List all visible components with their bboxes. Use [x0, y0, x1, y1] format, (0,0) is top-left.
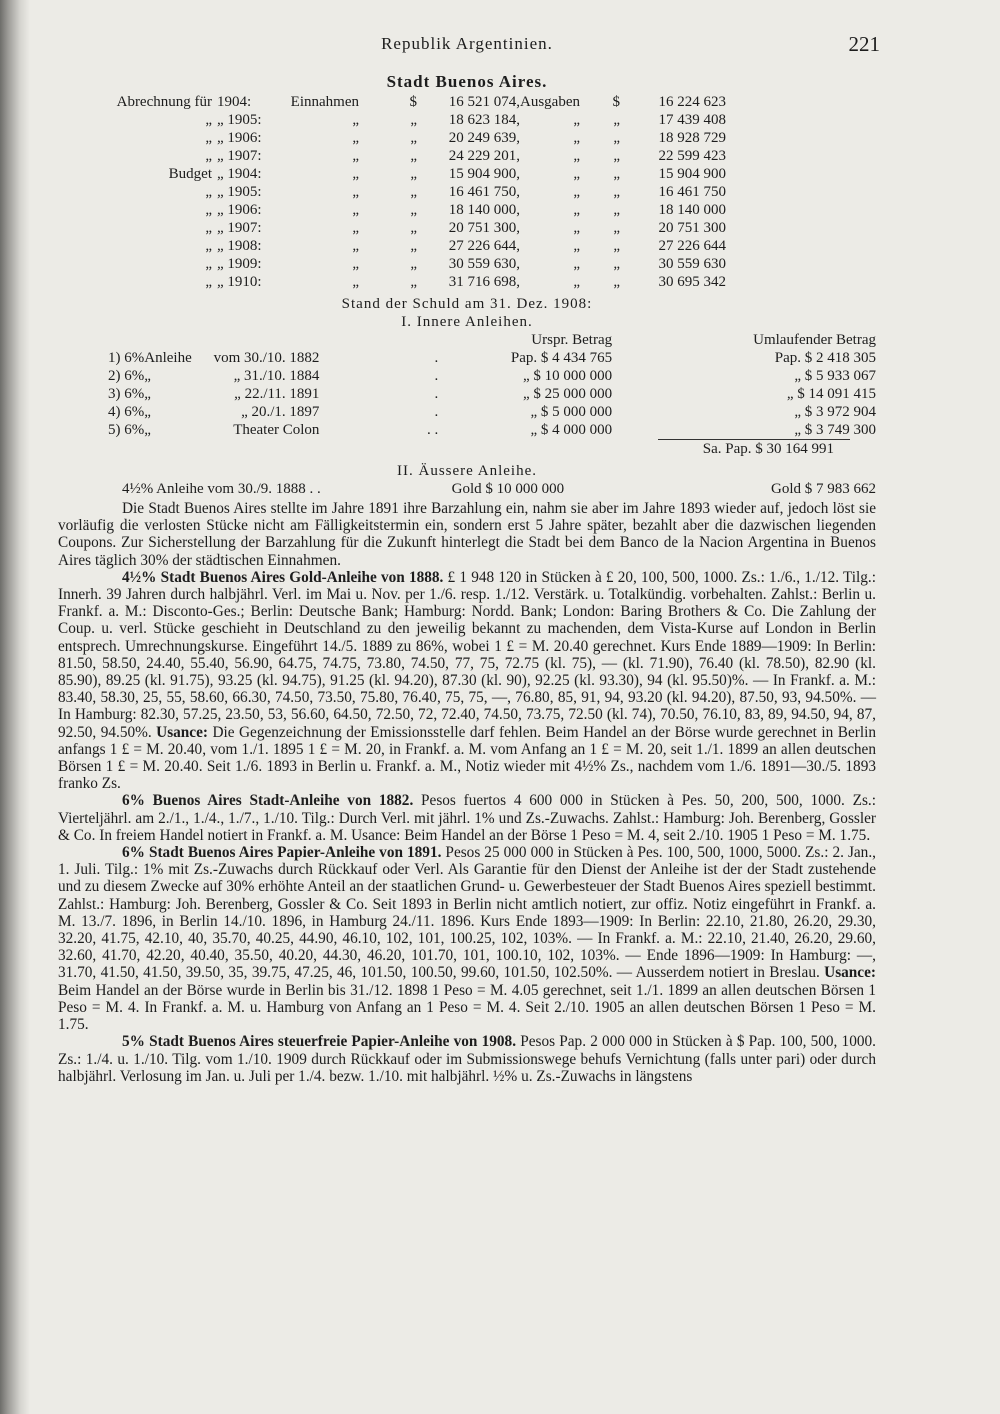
account-out-label: „ — [573, 166, 580, 182]
account-out-cur: „ — [613, 202, 620, 218]
debt-heading: Stand der Schuld am 31. Dez. 1908: — [341, 296, 593, 312]
account-in-val: 30 559 630, — [448, 256, 520, 272]
gold-loan-1888-body: £ 1 948 120 in Stücken à £ 20, 100, 500, 1000. Zs.: 1./6., 1./12. Tilg.: Innerh. 39 Jahren durch halbjährl. Verl. im Mai u. Nov. per 1./6. resp. 1./12. Verstärk. u. Totalkündig. vorbehalten. Zahlst.: Berlin u. Frankf. a. M.: Disconto-Ges.; Berlin: Deutsche Bank; Hamburg: Nordd. Bank; London: Baring Brothers & Co. Die Zahlung der Coup. u. verl. Stücke geschieht in Deutschland zu den jeweilig bekannt zu machenden, dem Vista-Kurse auf London in Berlin entsprech. Umrechnungskurse. Eingeführt 14./5. 1889 zu 86%, wobei 1 £ = M. 20.40 gerechnet. Kurs Ende 1889—1909: In Berlin: 81.50, 58.50, 24.40, 55.40, 56.90, 64.75, 74.75, 73.80, 74.50, 77, 75, 72.75 (kl. 75), — (kl. 71.90), 76.40 (kl. 78.50), 82.90 (kl. 85.90), 89.25 (kl. 91.75), 93.25 (kl. 94.75), 91.25 (kl. 94.20), 87.30 (kl. 90), 92.25 (kl. 93.30), 94 (kl. 95.50)%. — In Frankf. a. M.: 83.40, 58.30, 25, 55, 58.60, 66.30, 74.50, 73.50, 75.80, 76.40, 75, 75, —, 76.80, 85, 91, 94, 93.20 (kl. 94.20), 87.50, 93, 94.50%. — In Hamburg: 82.30, 57.25, 23.50, 53, 56.60, 64.50, 72.50, 72, 72.40, 74.50, 73.75, 72.50 (kl. 74), 70.50, 76.10, 83, 89, 94.50, 94, 87, 92.50, 94.50%. — [58, 568, 877, 741]
account-in-cur: $ — [409, 94, 417, 110]
account-row — [58, 255, 726, 273]
account-out-cur: $ — [612, 94, 620, 110]
loan-date: vom 30./10. 1882 — [213, 350, 320, 366]
account-in-cur: „ — [410, 130, 417, 146]
paper-loan-1891-usance-label: Usance: — [824, 964, 876, 982]
paper-loan-1908-body: Pesos Pap. 2 000 000 in Stücken à $ Pap. 100, 500, 1000. Zs.: 1./4. u. 1./10. Tilg. vom 1./10. 1909 durch Rückkauf oder im Submissionswege behufs Vernichtung (falls unter pari) oder durch halbjährl. Verlosung im Jan. u. Juli per 1./4. bezw. 1./10. mit halbjährl. ½% u. Zs.-Zuwachs in längstens — [58, 1033, 876, 1085]
loan-1882-title: 6% Buenos Aires Stadt-Anleihe von 1882. — [122, 792, 414, 810]
loan-type: „ — [144, 368, 151, 384]
account-out-cur: „ — [613, 112, 620, 128]
account-year: „ 1906: — [217, 130, 262, 146]
account-label: „ — [205, 148, 212, 164]
gold-loan-1888-usance-label: Usance: — [156, 723, 208, 741]
col-outstanding-amount: Umlaufender Betrag — [753, 332, 876, 348]
account-label: „ — [205, 274, 212, 290]
account-in-val: 18 623 184, — [448, 112, 520, 128]
section-title: Stadt Buenos Aires. — [386, 72, 548, 91]
account-label: „ — [205, 130, 212, 146]
account-year: „ 1909: — [217, 256, 262, 272]
account-row — [58, 165, 726, 183]
account-out-label: „ — [573, 202, 580, 218]
account-out-val: 15 904 900 — [658, 166, 726, 182]
account-in-label: „ — [352, 220, 359, 236]
gold-loan-1888-usance: Die Gegenzeichnung der Emissionsstelle darf fehlen. Beim Handel an der Börse wurde gerechnet in Berlin anfangs 1 £ = M. 20.40, vom 1./1. 1895 1 £ = M. 20, in Frankf. a. M. vom Anfang an 1 £ = M. 20, seit 1./1. 1899 an allen deutschen Börsen 1 £ = M. 20.40. Seit 1./6. 1893 in Berlin u. Frankf. a. M., Notiz wieder mit 4½% Zs., nachdem vom 1./6. 1891—30./5. 1893 franko Zs. — [58, 723, 876, 793]
loan-row — [58, 367, 876, 385]
account-out-label: „ — [573, 112, 580, 128]
account-in-cur: „ — [410, 202, 417, 218]
account-out-label: Ausgaben — [520, 94, 580, 110]
account-label: Abrechnung für — [116, 94, 212, 110]
account-out-label: „ — [573, 256, 580, 272]
paragraph-paper-loan-1908 — [58, 1033, 876, 1085]
account-in-label: Einnahmen — [290, 94, 359, 110]
account-in-cur: „ — [410, 112, 417, 128]
account-out-cur: „ — [613, 184, 620, 200]
loan-row — [58, 349, 876, 367]
account-label: Budget — [168, 166, 212, 182]
account-out-val: 22 599 423 — [658, 148, 726, 164]
loan-dots: . — [434, 368, 439, 384]
loan-orig: „ $ 5 000 000 — [530, 404, 613, 420]
account-in-label: „ — [352, 184, 359, 200]
paper-loan-1891-usance: Beim Handel an der Börse wurde in Berlin bis 31./12. 1898 1 Peso = M. 4.05 gerechnet, seit 1./1. 1899 an allen deutschen Börsen 1 Peso = M. 4. In Frankf. a. M. u. Hamburg von Anfang an 1 Peso = M. 4. Seit 2./10. 1905 an allen deutschen Börsen 1 Peso = M. 1.75. — [58, 981, 876, 1034]
account-row — [58, 237, 726, 255]
loan-type: „ — [144, 422, 151, 438]
account-out-cur: „ — [613, 220, 620, 236]
loan-column-headers — [58, 331, 876, 349]
page — [58, 26, 880, 1085]
account-out-val: 30 559 630 — [658, 256, 726, 272]
account-in-label: „ — [352, 238, 359, 254]
loan-date: Theater Colon — [233, 422, 320, 438]
loan-orig: Pap. $ 4 434 765 — [510, 350, 613, 366]
loan-1882-body: Pesos fuertos 4 600 000 in Stücken à Pes. 50, 200, 500, 1000. Zs.: Vierteljährl. am 2./1., 1./4., 1./7., 1./10. Tilg.: Durch Verl. mit jährl. 1% und Zs.-Zuwachs. Zahlst.: Hamburg: Joh. Berenberg, Gossler & Co. In freiem Handel notiert in Frankf. a. M. Usance: Beim Handel an der Börse 1 Peso = M. 4, seit 2./10. 1905 1 Peso = M. 1.75. — [58, 792, 876, 844]
loan-dots: . . — [427, 422, 439, 438]
account-in-val: 27 226 644, — [448, 238, 520, 254]
book-gutter-shadow — [0, 0, 30, 1414]
loan-row — [58, 385, 876, 403]
running-head — [58, 26, 880, 70]
account-label: „ — [205, 256, 212, 272]
account-out-label: „ — [573, 238, 580, 254]
loan-dots: . — [434, 350, 439, 366]
loan-orig: „ $ 4 000 000 — [530, 422, 613, 438]
account-out-val: 27 226 644 — [658, 238, 726, 254]
account-in-val: 18 140 000, — [448, 202, 520, 218]
loan-type: Anleihe — [144, 350, 192, 366]
account-in-cur: „ — [410, 274, 417, 290]
loan-no: 3) 6% — [108, 386, 145, 402]
loan-orig: „ $ 10 000 000 — [522, 368, 613, 384]
account-in-val: 15 904 900, — [448, 166, 520, 182]
account-row — [58, 219, 726, 237]
gold-loan-1888-title: 4½% Stadt Buenos Aires Gold-Anleihe von 1888. — [122, 568, 444, 586]
account-in-cur: „ — [410, 238, 417, 254]
account-in-val: 20 249 639, — [448, 130, 520, 146]
loan-type: „ — [144, 404, 151, 420]
external-loan-heading: II. Äussere Anleihe. — [397, 463, 537, 479]
account-in-cur: „ — [410, 166, 417, 182]
account-year: „ 1905: — [217, 184, 262, 200]
external-loan-desc: 4½% Anleihe vom 30./9. 1888 . . — [122, 481, 321, 497]
loan-outst: Pap. $ 2 418 305 — [774, 350, 876, 366]
account-in-label: „ — [352, 256, 359, 272]
account-out-val: 20 751 300 — [658, 220, 726, 236]
account-in-label: „ — [352, 112, 359, 128]
loan-no: 1) 6% — [108, 350, 145, 366]
account-year: „ 1908: — [217, 238, 262, 254]
account-year: 1904: — [217, 94, 252, 110]
paragraph-paper-loan-1891 — [58, 844, 876, 1033]
account-label: „ — [205, 220, 212, 236]
paper-loan-1908-title: 5% Stadt Buenos Aires steuerfreie Papier-Anleihe von 1908. — [122, 1033, 517, 1051]
account-in-cur: „ — [410, 184, 417, 200]
account-out-val: 18 928 729 — [658, 130, 726, 146]
loan-type: „ — [144, 386, 151, 402]
loan-outst: „ $ 3 972 904 — [794, 404, 876, 420]
external-loan-outstanding: Gold $ 7 983 662 — [771, 481, 876, 497]
paragraph-gold-loan-1888 — [58, 569, 876, 793]
paragraph-payment-note: Die Stadt Buenos Aires stellte im Jahre 1891 ihre Barzahlung ein, nahm sie aber im Jahre 1893 wieder auf, jedoch löst sie vorläufig die verlosten Stücke nicht am Fälligkeitstermin ein, sondern erst 5 Jahre später, bezahlt aber die dazwischen liegenden Coupons. Zur Sicherstellung der Barzahlung für die Zukunft hinterlegt die Stadt bei dem Banco de la Nacion Argentina in Buenos Aires täglich 30% der städtischen Einnahmen. — [58, 500, 876, 569]
loan-orig: „ $ 25 000 000 — [522, 386, 613, 402]
account-year: „ 1906: — [217, 202, 262, 218]
account-in-val: 16 461 750, — [448, 184, 520, 200]
account-row — [58, 183, 726, 201]
account-in-label: „ — [352, 202, 359, 218]
loan-date: „ 31./10. 1884 — [233, 368, 320, 384]
account-in-val: 31 716 698, — [448, 274, 520, 290]
account-label: „ — [205, 202, 212, 218]
body-text — [58, 500, 876, 1085]
account-out-val: 18 140 000 — [658, 202, 726, 218]
internal-loans-sum: Sa. Pap. $ 30 164 991 — [658, 439, 850, 458]
account-row — [58, 147, 726, 165]
account-out-val: 16 224 623 — [658, 94, 726, 110]
account-year: „ 1910: — [217, 274, 262, 290]
loan-outst: „ $ 3 749 300 — [794, 422, 876, 438]
accounts-table — [58, 93, 726, 291]
account-out-cur: „ — [613, 256, 620, 272]
account-out-label: „ — [573, 130, 580, 146]
account-in-label: „ — [352, 148, 359, 164]
account-out-cur: „ — [613, 274, 620, 290]
internal-loans-heading: I. Innere Anleihen. — [401, 314, 533, 330]
account-year: „ 1907: — [217, 220, 262, 236]
account-in-label: „ — [352, 166, 359, 182]
account-out-label: „ — [573, 148, 580, 164]
account-label: „ — [205, 112, 212, 128]
account-year: „ 1904: — [217, 166, 262, 182]
account-row — [58, 273, 726, 291]
account-row — [58, 201, 726, 219]
loan-row — [58, 421, 876, 439]
account-row — [58, 129, 726, 147]
account-year: „ 1905: — [217, 112, 262, 128]
external-loan-original: Gold $ 10 000 000 — [451, 481, 565, 497]
loan-row — [58, 403, 876, 421]
loan-no: 2) 6% — [108, 368, 145, 384]
paper-loan-1891-title: 6% Stadt Buenos Aires Papier-Anleihe von 1891. — [122, 844, 442, 862]
account-in-val: 16 521 074, — [448, 94, 520, 110]
account-in-cur: „ — [410, 256, 417, 272]
running-title: Republik Argentinien. — [381, 34, 553, 53]
paragraph-loan-1882 — [58, 792, 876, 844]
loan-no: 5) 6% — [108, 422, 145, 438]
external-loan-row — [58, 480, 876, 498]
account-in-val: 20 751 300, — [448, 220, 520, 236]
account-out-cur: „ — [613, 166, 620, 182]
account-out-label: „ — [573, 220, 580, 236]
account-out-label: „ — [573, 274, 580, 290]
account-row — [58, 93, 726, 111]
col-original-amount: Urspr. Betrag — [531, 332, 613, 348]
loan-date: „ 22./11. 1891 — [234, 386, 320, 402]
account-out-val: 16 461 750 — [658, 184, 726, 200]
account-in-cur: „ — [410, 148, 417, 164]
external-loan-table — [58, 480, 876, 498]
internal-loans-table — [58, 331, 876, 439]
account-label: „ — [205, 184, 212, 200]
account-year: „ 1907: — [217, 148, 262, 164]
loan-outst: „ $ 5 933 067 — [794, 368, 876, 384]
loan-no: 4) 6% — [108, 404, 145, 420]
account-out-cur: „ — [613, 148, 620, 164]
account-out-val: 17 439 408 — [658, 112, 726, 128]
account-label: „ — [205, 238, 212, 254]
account-in-val: 24 229 201, — [448, 148, 520, 164]
loan-outst: „ $ 14 091 415 — [786, 386, 876, 402]
loan-dots: . — [434, 386, 439, 402]
account-out-cur: „ — [613, 238, 620, 254]
account-row — [58, 111, 726, 129]
paper-loan-1891-body: Pesos 25 000 000 in Stücken à Pes. 100, 500, 1000, 5000. Zs.: 2. Jan., 1. Juli. Tilg.: 1% mit Zs.-Zuwachs durch Rückkauf oder Verl. Als Garantie für den Dienst der Anleihe ist der der Stadt zustehende und zu diesem Zwecke auf 30% erhöhte Anteil an der staatlichen Grund- u. Gewerbesteuer der Stadt Buenos Aires speziell bestimmt. Zahlst.: Hamburg: Joh. Berenberg, Gossler & Co. Seit 1893 in Berlin nicht amtlich notiert, zur offiz. Notiz eingeführt in Frankf. a. M. 13./7. 1896, in Berlin 14./10. 1896, in Hamburg 24./11. 1896. Kurs Ende 1893—1909: In Berlin: 22.10, 21.80, 26.20, 29.30, 32.20, 41.75, 42.10, 40, 35.70, 40.25, 44.90, 46.10, 102, 101, 100.25, 102, 103%. — In Frankf. a. M.: 22.10, 21.40, 26.20, 29.60, 32.60, 41.70, 42.20, 40.40, 35.50, 40.20, 44.30, 46.20, 101.70, 101, 100.10, 102, 103%. — Ende 1896—1909: In Hamburg: —, 31.70, 41.50, 41.50, 39.50, 35, 39.75, 47.25, 46, 101.50, 100.50, 99.60, 101.50, 102.50%. — Ausserdem notiert in Breslau. — [58, 844, 876, 982]
account-out-cur: „ — [613, 130, 620, 146]
account-in-label: „ — [352, 130, 359, 146]
page-number: 221 — [848, 32, 880, 56]
account-in-label: „ — [352, 274, 359, 290]
account-out-val: 30 695 342 — [658, 274, 726, 290]
account-out-label: „ — [573, 184, 580, 200]
loan-dots: . — [434, 404, 439, 420]
account-in-cur: „ — [410, 220, 417, 236]
loan-date: „ 20./1. 1897 — [241, 404, 320, 420]
